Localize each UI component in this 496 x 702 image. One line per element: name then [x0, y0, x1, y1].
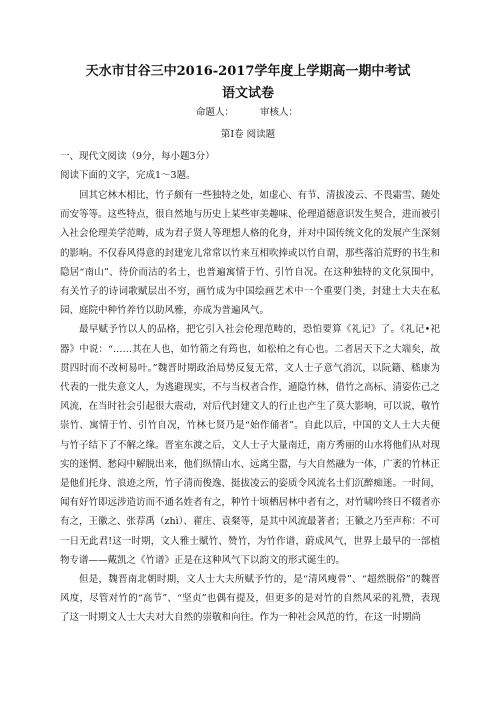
passage-paragraph: 回其它林木相比，竹子颇有一些独特之处，如虚心、有节、清拔凌云、不畏霜雪、随处而安等等。这些特点，很自然地与历史上某些审美趣味、伦理道德意识发生契合，进而被引入社会伦理美学范畴，成为君子贤人等理想人格的化身，并对中国传统文化的发展产生深刻的影响。不仅春风得意的封建宠儿常常以竹来互相吹捧或以竹自谓，那些落泊荒野的书生和隐居“南山”、待价而沽的名士，也普遍寓情于竹、引竹自况。在这种独特的文化氛围中，有关竹子的诗词歌赋层出不穷，画竹成为中国绘画艺术中一个重要门类，封建士大夫在私园、庭院中种竹养竹以助风雅，亦成为普遍风气。 [60, 190, 441, 317]
reading-instruction: 阅读下面的文字，完成1～3题。 [60, 170, 196, 181]
author-label: 命题人： [196, 107, 235, 118]
exam-subtitle: 语文试卷 [221, 86, 274, 101]
reading-passage [60, 186, 440, 628]
reviewer-label: 审核人： [260, 107, 299, 118]
passage-paragraph: 但是，魏晋南北朝时期，文人士大夫所赋予竹的，是“清风瘦骨”、“超然脱俗”的魏晋风度，尽管对竹的“高节”、“坚贞”也偶有提及，但更多的是对竹的自然风采的礼赞，表现了这一时期文人士大夫对大自然的崇敬和向往。作为一种社会风范的竹，在这一时期尚 [60, 574, 440, 624]
section-title: 第Ⅰ卷 阅读题 [220, 129, 276, 140]
passage-paragraph: 最早赋予竹以人的品格，把它引入社会伦理范畴的，恐怕要算《礼记》了。《礼记•祀器》中说：“……其在人也，如竹箭之有筠也，如松柏之有心也。二者居天下之大端矣，故贯四时而不改柯易叶。”魏晋时期政治局势反复无常，文人士子意气消沉，以阮籍、嵇康为代表的一批失意文人，为逃避现实，不与当权者合作，遁隐竹林，借竹之高标、清姿佐己之风流，在当时社会引起很大震动，对后代封建文人的行止也产生了莫大影响，可以说，敬竹崇竹、寓情于竹、引竹自况，竹林七贤乃是“始作俑者”。自此以后，中国的文人士大夫便与竹子结下了不解之缘。晋室东渡之后，文人士子大量南迁，南方秀丽的山水将他们从对现实的迷惘、愁闷中解脱出来，他们纵情山水、远离尘嚣，与大自然融为一体，广袤的竹林正是他们托身、浪迹之所，竹子清而俊逸、挺拔凌云的姿质令风流名士们沉醉痴迷。一时间，闻有好竹即远涉造访而不通名姓者有之，种竹十顷栖居林中者有之，对竹啸吟终日不辍者亦有之，王徽之、张荐禹（zhì）、翟庄、袁粲等，是其中风流最著者；王徽之乃至声称：不可一日无此君!这一时期，文人雅士赋竹、赞竹，为竹作谱，蔚成风气，世界上最早的一部植物专谱——戴凯之《竹谱》正是在这种风气下以韵文的形式诞生的。 [60, 324, 441, 566]
exam-title: 天水市甘谷三中2016-2017学年度上学期高一期中考试 [85, 64, 411, 79]
question-heading: 一、现代文阅读（9分，每小题3分） [60, 151, 215, 162]
